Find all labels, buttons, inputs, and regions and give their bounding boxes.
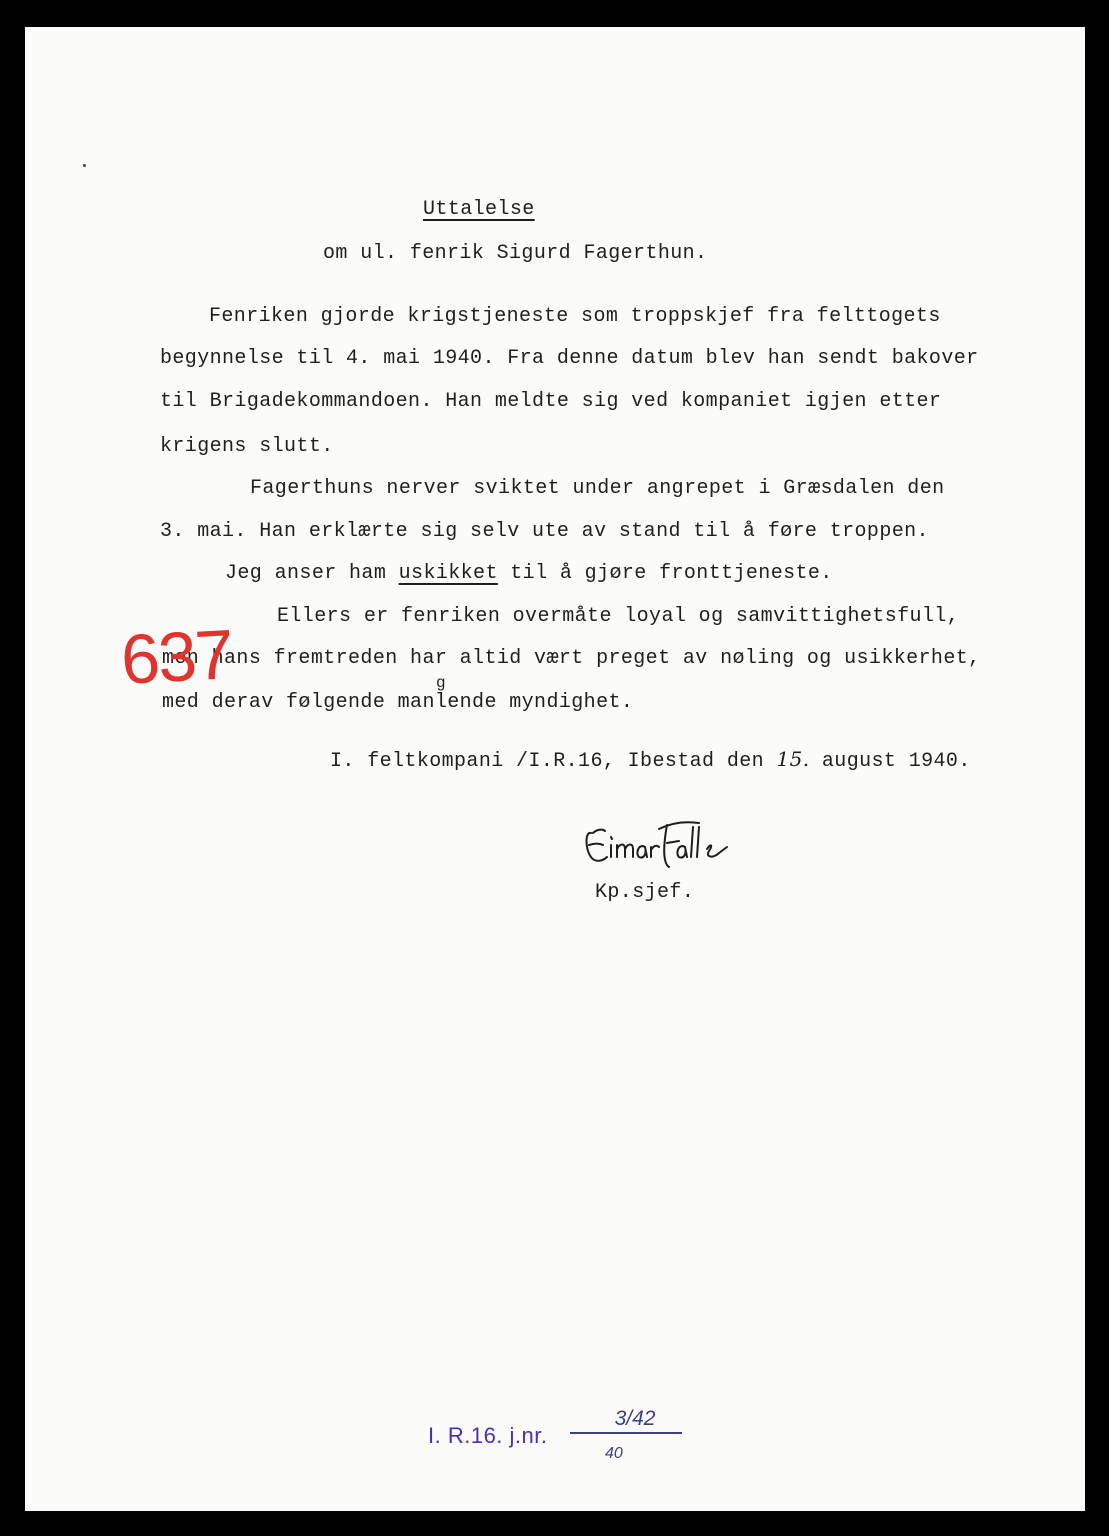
body-line-1: Fenriken gjorde krigstjeneste som troppskjef fra felttogets (209, 305, 941, 328)
body-line-2: begynnelse til 4. mai 1940. Fra denne datum blev han sendt bakover (160, 347, 979, 370)
place-date-line (330, 747, 971, 773)
margin-dot (83, 164, 86, 167)
body-line-10: med derav følgende manlende myndighet. (162, 691, 634, 714)
body-line-7-start: Jeg anser ham (225, 562, 399, 585)
signature-title: Kp.sjef. (595, 881, 695, 904)
body-line-8: Ellers er fenriken overmåte loyal og samvittighetsfull, (277, 605, 960, 628)
journal-stamp: I. R.16. j.nr. (428, 1423, 548, 1448)
signature (583, 817, 763, 884)
uskikket-emphasis: uskikket (398, 562, 498, 585)
body-line-6: 3. mai. Han erklærte sig selv ute av stand til å føre troppen. (160, 520, 929, 543)
handwritten-day: 15. (776, 747, 810, 771)
body-line-9: men hans fremtreden har altid vært preget av nøling og usikkerhet, (162, 647, 981, 670)
document-title: Uttalelse (423, 198, 535, 221)
journal-number-fraction-bar (570, 1432, 682, 1434)
document-subtitle: om ul. fenrik Sigurd Fagerthun. (323, 242, 708, 265)
place-date-start: I. feltkompani /I.R.16, Ibestad den (330, 750, 777, 773)
document-page (25, 27, 1085, 1511)
body-line-3: til Brigadekommandoen. Han meldte sig ved kompaniet igjen etter (160, 390, 942, 413)
body-line-7 (225, 562, 833, 585)
body-line-7-end: til å gjøre fronttjeneste. (497, 562, 833, 585)
body-line-4: krigens slutt. (160, 435, 334, 458)
handwritten-correction: g (436, 674, 446, 692)
journal-year: 40 (605, 1445, 623, 1462)
journal-number: 3/42 (614, 1407, 656, 1430)
handwritten-page-number: 637 (119, 615, 234, 699)
body-line-5: Fagerthuns nerver sviktet under angrepet i Græsdalen den (250, 477, 945, 500)
place-date-end: august 1940. (809, 750, 971, 773)
